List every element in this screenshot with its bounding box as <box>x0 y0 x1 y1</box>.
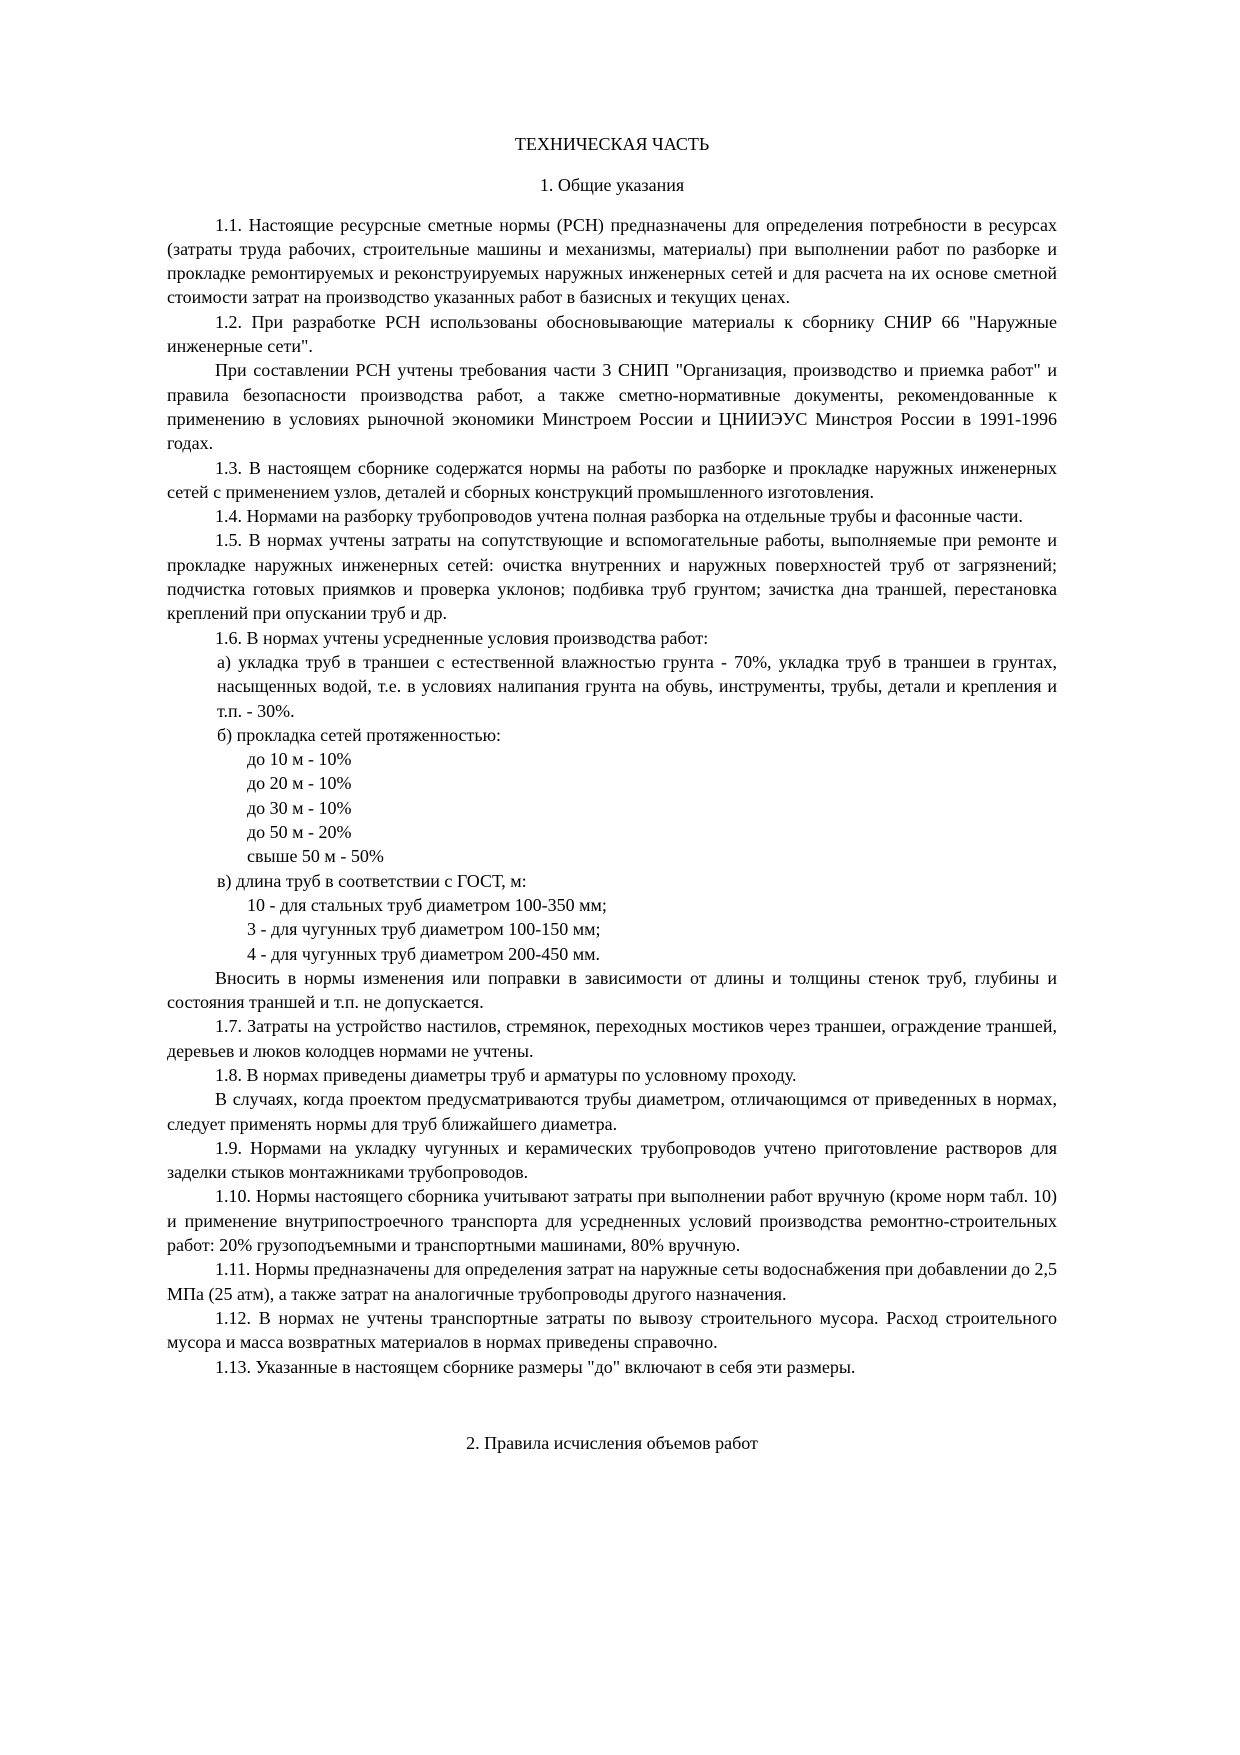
para-1-2: 1.2. При разработке РСН использованы обосновывающие материалы к сборнику СНИР 66 "Наружные инженерные сети". <box>167 311 1057 357</box>
section-1-heading: 1. Общие указания <box>539 175 685 196</box>
para-1-8-continued: В случаях, когда проектом предусматриваются трубы диаметром, отличающимся от приведенных в нормах, следует применять нормы для труб ближайшего диаметра. <box>167 1089 1057 1134</box>
list-item-v: в) длина труб в соответствии с ГОСТ, м: <box>217 870 527 891</box>
para-1-1: 1.1. Настоящие ресурсные сметные нормы (РСН) предназначены для определения потребности в ресурсах (затраты труда рабочих, строительные машины и механизмы, материалы) при выполнении работ по разборке и прокладке ремонтируемых и реконструируемых наружных инженерных сетей и для расчета на их основе сметной стоимости затрат на производство указанных работ в базисных и текущих ценах. <box>167 214 1057 308</box>
para-1-6: 1.6. В нормах учтены усредненные условия производства работ: <box>215 627 709 648</box>
para-1-3: 1.3. В настоящем сборнике содержатся нормы на работы по разборке и прокладке наружных инженерных сетей с применением узлов, деталей и сборных конструкций промышленного изготовления. <box>167 457 1057 502</box>
para-1-11: 1.11. Нормы предназначены для определения затрат на наружные сеты водоснабжения при добавлении до 2,5 МПа (25 атм), а также затрат на аналогичные трубопроводы другого назначения. <box>167 1259 1057 1304</box>
list-item-b: б) прокладка сетей протяженностью: <box>217 724 502 745</box>
para-1-5: 1.5. В нормах учтены затраты на сопутствующие и вспомогательные работы, выполняемые при ремонте и прокладке наружных инженерных сетей: очистка внутренних и наружных поверхностей труб от загрязнений; подчистка готовых приямков и проверка уклонов; подбивка труб грунтом; зачистка дна траншей, перестановка креплений при опускании труб и др. <box>167 530 1057 624</box>
para-note-no-changes: Вносить в нормы изменения или поправки в зависимости от длины и толщины стенок труб, глубины и состояния траншей и т.п. не допускается. <box>167 967 1057 1013</box>
list-v-option-1: 10 - для стальных труб диаметром 100-350 мм; <box>247 894 607 915</box>
para-1-4: 1.4. Нормами на разборку трубопроводов учтена полная разборка на отдельные трубы и фасонные части. <box>215 506 1023 527</box>
para-1-13: 1.13. Указанные в настоящем сборнике размеры "до" включают в себя эти размеры. <box>215 1356 856 1377</box>
para-1-12: 1.12. В нормах не учтены транспортные затраты по вывозу строительного мусора. Расход строительного мусора и масса возвратных материалов в нормах приведены справочно. <box>167 1307 1057 1353</box>
list-b-option-5: свыше 50 м - 50% <box>247 846 384 867</box>
para-1-7: 1.7. Затраты на устройство настилов, стремянок, переходных мостиков через траншеи, ограждение траншей, деревьев и люков колодцев нормами не учтены. <box>167 1016 1057 1061</box>
section-2-heading: 2. Правила исчисления объемов работ <box>466 1432 758 1453</box>
list-b-option-3: до 30 м - 10% <box>247 797 352 818</box>
para-1-9: 1.9. Нормами на укладку чугунных и керамических трубопроводов учтено приготовление растворов для заделки стыков монтажниками трубопроводов. <box>167 1137 1057 1183</box>
document-title: ТЕХНИЧЕСКАЯ ЧАСТЬ <box>514 134 710 154</box>
para-1-10: 1.10. Нормы настоящего сборника учитывают затраты при выполнении работ вручную (кроме норм табл. 10) и применение внутрипостроечного транспорта для усредненных условий производства ремонтно-строительных работ: 20% грузоподъемными и транспортными машинами, 80% вручную. <box>167 1186 1057 1256</box>
list-b-option-1: до 10 м - 10% <box>247 749 352 770</box>
para-1-2-continued: При составлении РСН учтены требования части 3 СНИП "Организация, производство и приемка работ" и правила безопасности производства работ, а также сметно-нормативные документы, рекомендованные к применению в условиях рыночной экономики Минстроем России и ЦНИИЭУС Минстроя России в 1991-1996 годах. <box>167 360 1057 454</box>
para-1-8: 1.8. В нормах приведены диаметры труб и арматуры по условному проходу. <box>215 1064 797 1085</box>
list-b-option-2: до 20 м - 10% <box>247 773 352 794</box>
list-b-option-4: до 50 м - 20% <box>247 822 352 843</box>
list-item-a: а) укладка труб в траншеи с естественной влажностью грунта - 70%, укладка труб в траншеи в грунтах, насыщенных водой, т.е. в условиях налипания грунта на обувь, инструменты, трубы, детали и крепления и т.п. - 30%. <box>217 651 1057 721</box>
list-v-option-2: 3 - для чугунных труб диаметром 100-150 мм; <box>247 919 601 940</box>
list-v-option-3: 4 - для чугунных труб диаметром 200-450 мм. <box>247 943 601 964</box>
